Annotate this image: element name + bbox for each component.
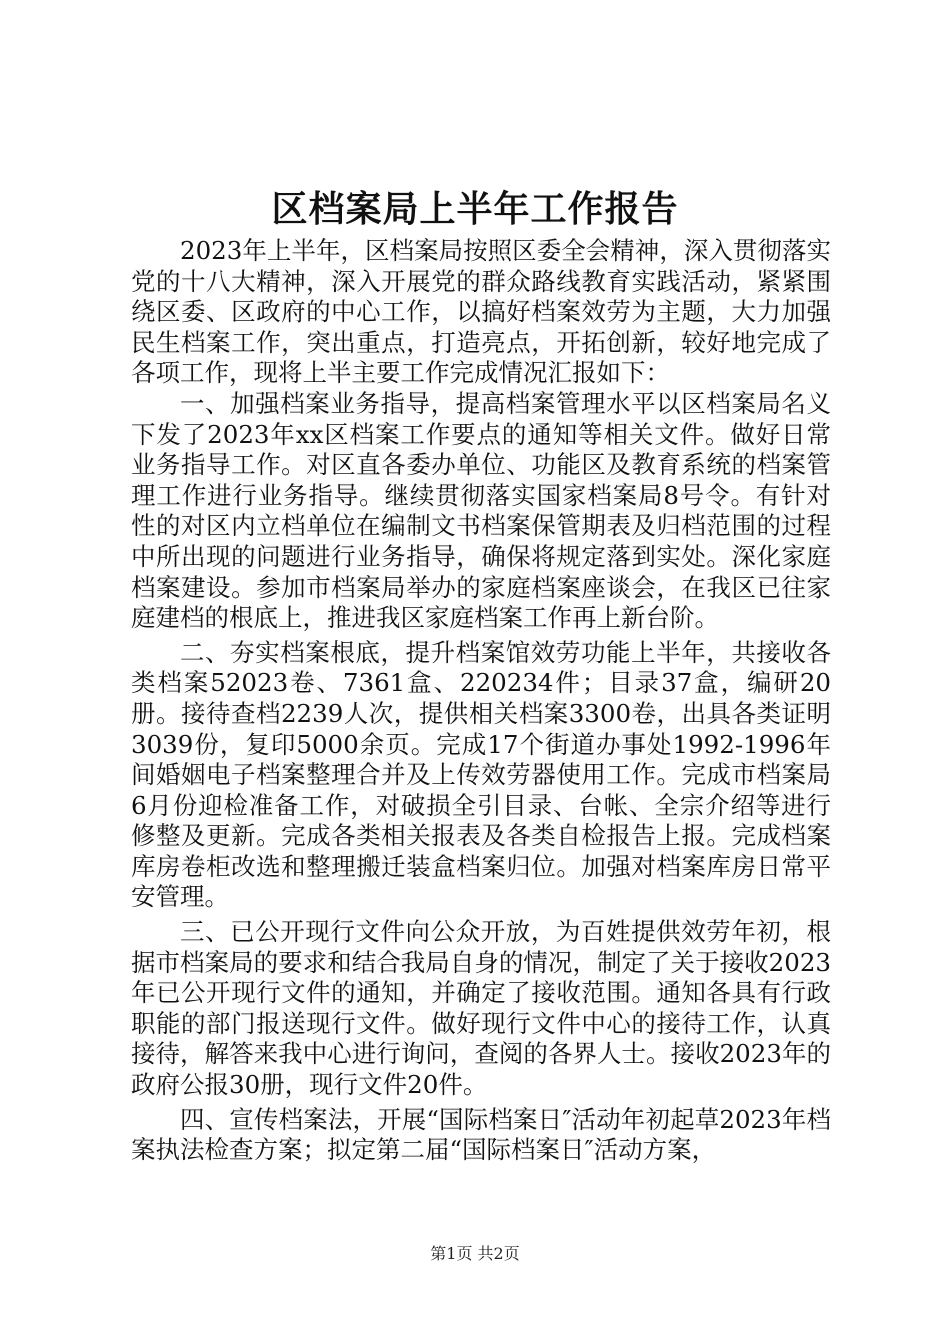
document-body xyxy=(131,236,831,1166)
page-number-footer: 第1页 共2页 xyxy=(430,1244,520,1263)
paragraph-section-3: 三、已公开现行文件向公众开放，为百姓提供效劳年初，根据市档案局的要求和结合我局自身的情况，制定了关于接收2023年已公开现行文件的通知，并确定了接收范围。通知各具有行政职能的部门报送现行文件。做好现行文件中心的接待工作，认真接待，解答来我中心进行询问，查阅的各界人士。接收2023年的政府公报30册，现行文件20件。 xyxy=(131,917,831,1100)
paragraph-section-2: 二、夯实档案根底，提升档案馆效劳功能上半年，共接收各类档案52023卷、7361盒、220234件；目录37盒，编研20册。接待查档2239人次，提供相关档案3300卷，出具各类证明3039份，复印5000余页。完成17个街道办事处1992-1996年间婚姻电子档案整理合并及上传效劳器使用工作。完成市档案局6月份迎检准备工作，对破损全引目录、台帐、全宗介绍等进行修整及更新。完成各类相关报表及各类自检报告上报。完成档案库房卷柜改选和整理搬迁装盒档案归位。加强对档案库房日常平安管理。 xyxy=(131,637,831,912)
paragraph-section-1: 一、加强档案业务指导，提高档案管理水平以区档案局名义下发了2023年xx区档案工作要点的通知等相关文件。做好日常业务指导工作。对区直各委办单位、功能区及教育系统的档案管理工作进行业务指导。继续贯彻落实国家档案局8号令。有针对性的对区内立档单位在编制文书档案保管期表及归档范围的过程中所出现的问题进行业务指导，确保将规定落到实处。深化家庭档案建设。参加市档案局举办的家庭档案座谈会，在我区已往家庭建档的根底上，推进我区家庭档案工作再上新台阶。 xyxy=(131,388,831,633)
paragraph-section-4: 四、宣传档案法，开展“国际档案日″活动年初起草2023年档案执法检查方案；拟定第二届“国际档案日″活动方案， xyxy=(131,1104,831,1165)
document-title: 区档案局上半年工作报告 xyxy=(271,188,679,230)
paragraph-intro: 2023年上半年，区档案局按照区委全会精神，深入贯彻落实党的十八大精神，深入开展党的群众路线教育实践活动，紧紧围绕区委、区政府的中心工作，以搞好档案效劳为主题，大力加强民生档案工作，突出重点，打造亮点，开拓创新，较好地完成了各项工作，现将上半主要工作完成情况汇报如下： xyxy=(131,236,831,388)
